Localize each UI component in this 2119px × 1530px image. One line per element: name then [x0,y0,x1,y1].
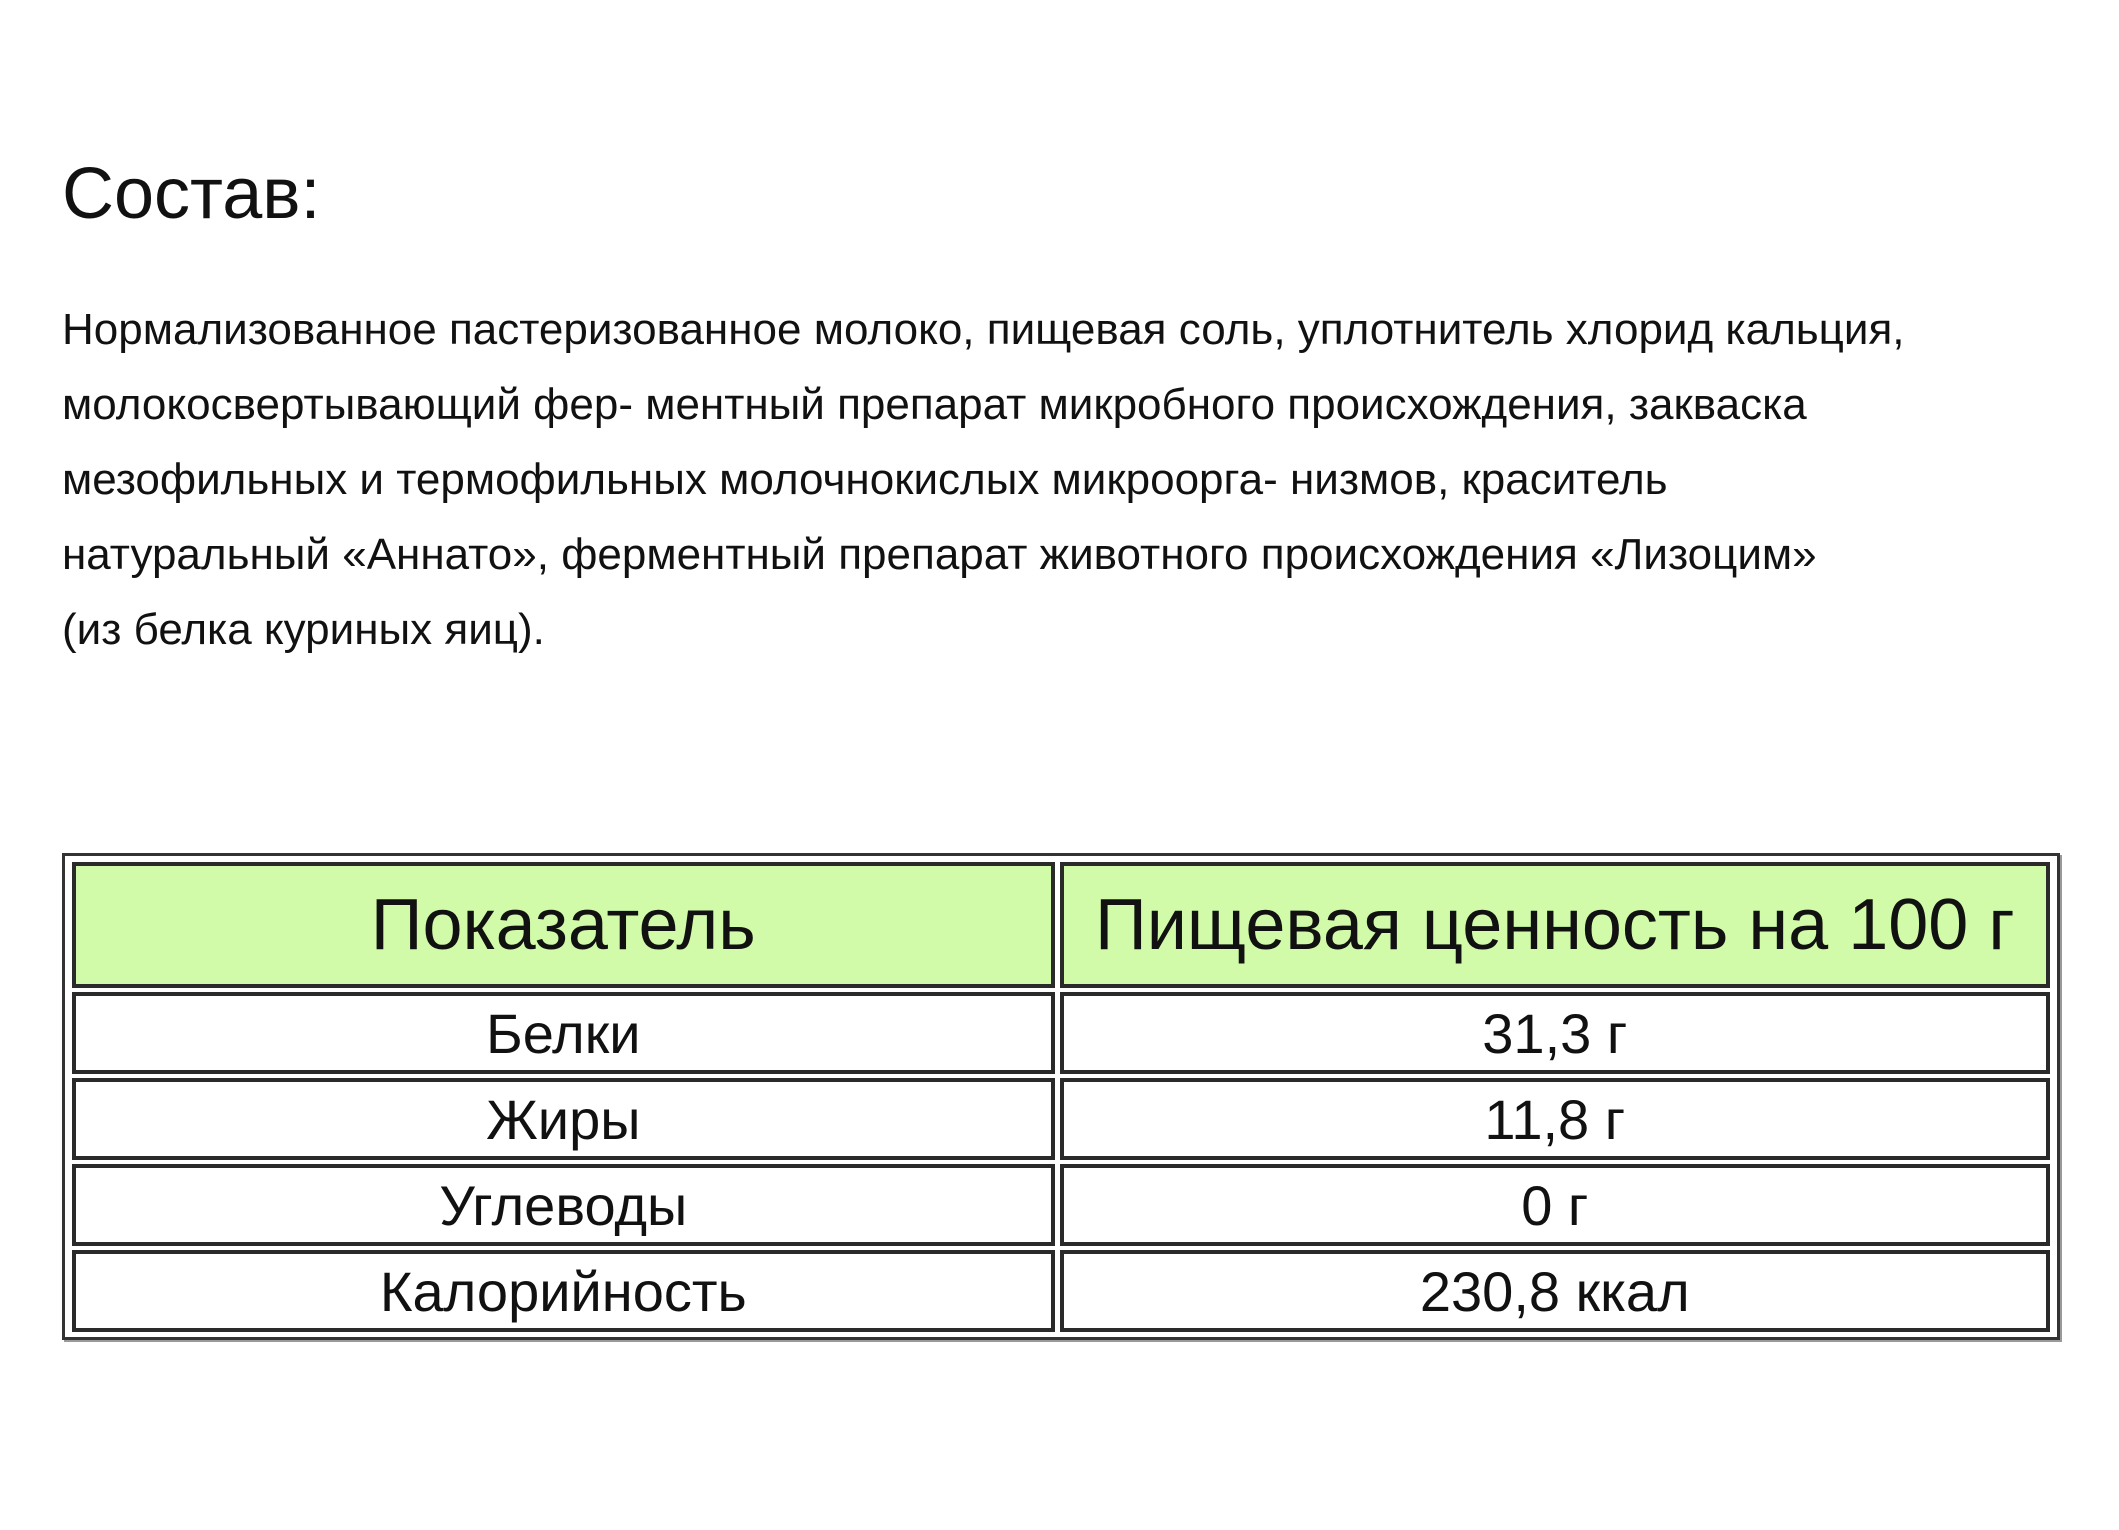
row-value: 230,8 ккал [1060,1250,2050,1332]
row-value: 31,3 г [1060,992,2050,1074]
header-nutritional-value: Пищевая ценность на 100 г [1060,862,2050,988]
row-label: Жиры [72,1078,1055,1160]
header-indicator: Показатель [72,862,1055,988]
page-title: Состав: [62,154,321,234]
table-row [72,992,2050,1074]
table-row [72,1164,2050,1246]
composition-line: натуральный «Аннато», ферментный препарат животного происхождения «Лизоцим» [62,530,1817,579]
composition-line: мезофильных и термофильных молочнокислых микроорга- низмов, краситель [62,455,1668,504]
table-header-row [72,862,2050,988]
composition-line: Нормализованное пастеризованное молоко, пищевая соль, уплотнитель хлорид кальция, [62,305,1905,354]
row-label: Углеводы [72,1164,1055,1246]
composition-line: (из белка куриных яиц). [62,605,545,654]
row-value: 0 г [1060,1164,2050,1246]
composition-text [62,292,2102,667]
nutrition-table-frame [62,853,2060,1340]
composition-line: молокосвертывающий фер- ментный препарат микробного происхождения, закваска [62,380,1807,429]
table-row [72,1078,2050,1160]
table-row [72,1250,2050,1332]
row-label: Калорийность [72,1250,1055,1332]
row-value: 11,8 г [1060,1078,2050,1160]
row-label: Белки [72,992,1055,1074]
nutrition-table [67,858,2055,1336]
